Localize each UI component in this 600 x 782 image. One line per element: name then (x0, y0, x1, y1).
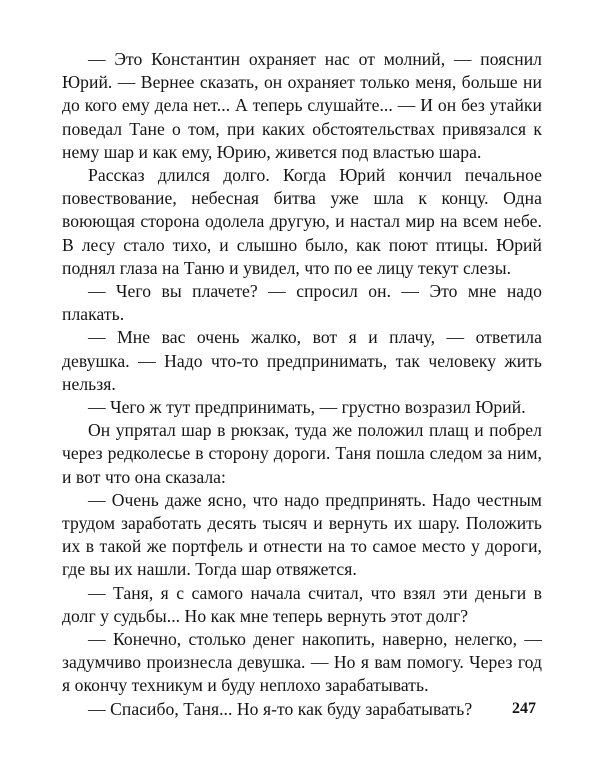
paragraph: — Спасибо, Таня... Но я-то как буду зарабатывать? (88, 698, 473, 719)
page-text (62, 48, 542, 721)
paragraph: — Это Константин охраняет нас от молний, — пояснил Юрий. — Вернее сказать, он охраняет только меня, больше ни до кого ему дела нет... А теперь слушайте... — И он без утайки поведал Тане о том, при каких обстоятельствах привязался к нему шар и как ему, Юрию, живется под властью шара. (62, 49, 542, 162)
paragraph: — Таня, я с самого начала считал, что взял эти деньги в долг у судьбы... Но как мне теперь вернуть этот долг? (62, 582, 542, 626)
paragraph: Он упрятал шар в рюкзак, туда же положил плащ и побрел через редколесье в сторону дороги. Таня пошла следом за ним, и вот что она сказала: (62, 420, 542, 487)
paragraph: — Чего ж тут предпринимать, — грустно возразил Юрий. (88, 397, 526, 418)
paragraph: — Чего вы плачете? — спросил он. — Это мне надо плакать. (62, 281, 542, 325)
paragraph: — Мне вас очень жалко, вот я и плачу, — ответила девушка. — Надо что-то предпринимать, так человеку жить нельзя. (62, 327, 542, 394)
paragraph: — Очень даже ясно, что надо предпринять. Надо честным трудом заработать десять тысяч и вернуть их шару. Положить их в такой же портфель и отнести на то самое место у дороги, где вы их нашли. Тогда шар отвяжется. (62, 489, 542, 580)
paragraph: Рассказ длился долго. Когда Юрий кончил печальное повествование, небесная битва уже шла к концу. Одна воюющая сторона одолела другую, и настал мир на всем небе. В лесу стало тихо, и слышно было, как поют птицы. Юрий поднял глаза на Таню и увидел, что по ее лицу текут слезы. (62, 165, 542, 278)
page-number: 247 (512, 700, 536, 717)
paragraph: — Конечно, столько денег накопить, наверно, нелегко, — задумчиво произнесла девушка. — Но я вам помогу. Через год я окончу техникум и буду неплохо зарабатывать. (62, 629, 542, 696)
